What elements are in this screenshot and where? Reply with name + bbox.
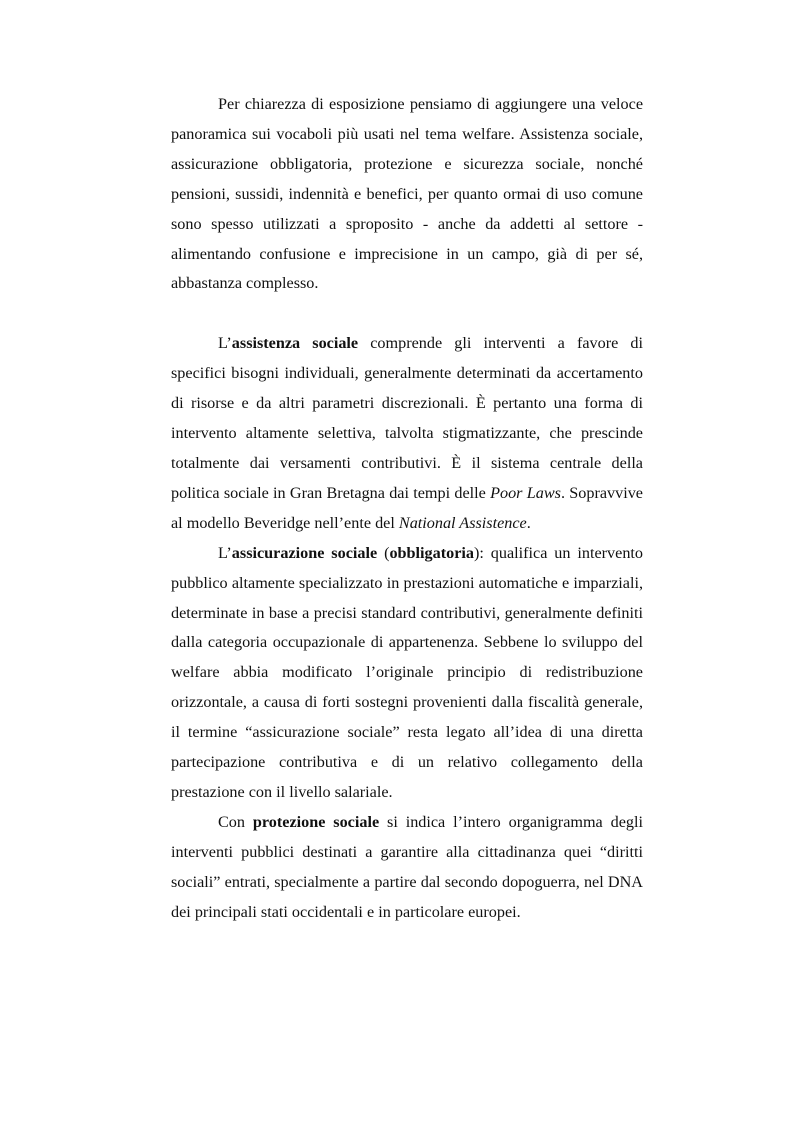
assistenza-sociale-paragraph bbox=[171, 329, 643, 538]
segment: si indica l’intero organigramma degli interventi pubblici destinati a garantire alla cittadinanza quei “diritti sociali” entrati, specialmente a partire dal secondo dopoguerra, nel DNA dei principali stati occidentali e in particolare europei. bbox=[171, 812, 643, 921]
document-page bbox=[171, 90, 643, 927]
segment: Con bbox=[218, 812, 253, 831]
segment: L’ bbox=[218, 334, 232, 353]
segment: Per chiarezza di esposizione pensiamo di aggiungere una veloce panoramica sui vocaboli più usati nel tema welfare. Assistenza sociale, assicurazione obbligatoria, protezione e sicurezza sociale, nonché pensioni, sussidi, indennità e benefici, per quanto ormai di uso comune sono spesso utilizzati a sproposito - anche da addetti al settore - alimentando confusione e imprecisione in un campo, già di per sé, abbastanza complesso. bbox=[171, 95, 643, 293]
intro-paragraph bbox=[171, 90, 643, 299]
assicurazione-sociale-paragraph bbox=[171, 539, 643, 808]
term-protezione-sociale: protezione sociale bbox=[252, 812, 380, 831]
protezione-sociale-paragraph bbox=[171, 808, 643, 928]
segment: comprende gli interventi a favore di specifici bisogni individuali, generalmente determinati da accertamento di risorse e da altri parametri discrezionali. È pertanto una forma di intervento altamente selettiva, talvolta stigmatizzante, che prescinde totalmente dai versamenti contributivi. È il sistema centrale della politica sociale in Gran Bretagna dai tempi delle bbox=[171, 334, 643, 502]
term-obbligatoria: obbligatoria bbox=[389, 543, 474, 562]
segment: ( bbox=[377, 543, 390, 562]
term-assistenza-sociale: assistenza sociale bbox=[231, 334, 359, 353]
segment: L’ bbox=[218, 543, 232, 562]
term-assicurazione-sociale: assicurazione sociale bbox=[231, 543, 378, 562]
term-national-assistence: National Assistence bbox=[398, 513, 527, 532]
term-poor-laws: Poor Laws bbox=[490, 483, 561, 502]
segment: . bbox=[526, 513, 531, 532]
segment: . Sopravvive al modello Beveridge nell’ente del bbox=[171, 483, 643, 532]
segment: ): qualifica un intervento pubblico altamente specializzato in prestazioni automatiche e imparziali, determinate in base a precisi standard contributivi, generalmente definiti dalla categoria occupazionale di appartenenza. Sebbene lo sviluppo del welfare abbia modificato l’originale principio di redistribuzione orizzontale, a causa di forti sostegni provenienti dalla fiscalità generale, il termine “assicurazione sociale” resta legato all’idea di una diretta partecipazione contributiva e di un relativo collegamento della prestazione con il livello salariale. bbox=[171, 543, 643, 801]
